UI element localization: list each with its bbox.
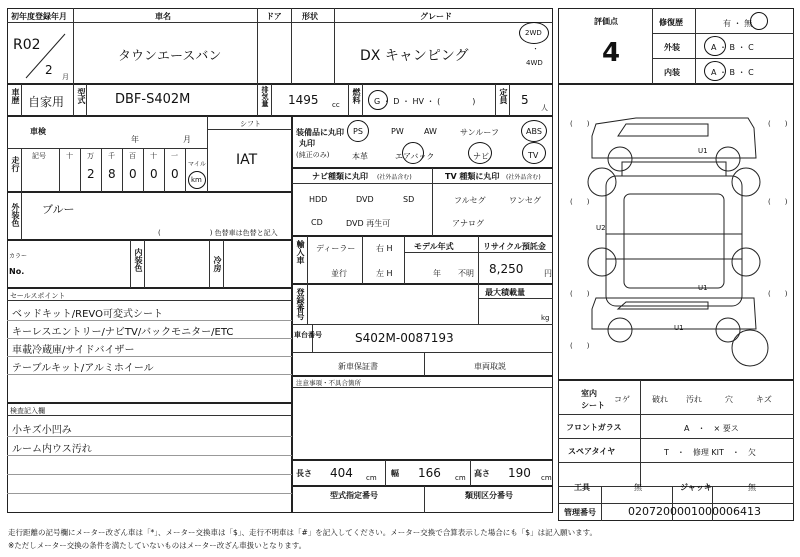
import-dealer: ディーラー <box>316 244 356 253</box>
digit-5: 0 <box>171 167 179 181</box>
equipment-label: 装備品に丸印 <box>296 128 344 137</box>
color-no-box <box>7 240 292 288</box>
width-value: 166 <box>418 466 441 480</box>
bracket-7: ( ) <box>570 342 590 350</box>
width-unit: cm <box>455 474 466 482</box>
exterior-options: A ・ B ・ C <box>711 43 754 52</box>
room-item-4: キズ <box>756 395 772 404</box>
manage-value: 0207200001000006413 <box>628 505 761 518</box>
color-no-label-no: No. <box>9 267 25 276</box>
reg-month: 2 <box>45 63 53 77</box>
reg-number-label: 登録番号 <box>296 288 305 320</box>
chassis-label: 車台番号 <box>294 331 322 339</box>
length-unit: cm <box>366 474 377 482</box>
mile-label: マイル <box>188 161 206 168</box>
color-no-label: カラー <box>9 253 28 260</box>
notes-label: 注意事項・不具合箇所 <box>296 379 361 387</box>
equipment-mark: 丸印 <box>299 139 315 148</box>
bracket-6: ( ) <box>768 290 788 298</box>
room-item-3: 穴 <box>725 395 733 404</box>
use-label: 車歴 <box>11 88 20 104</box>
equip-sunroof: サンルーフ <box>460 128 499 137</box>
sales-point-3: 車載冷蔵庫/サイドバイザー <box>12 345 135 356</box>
jack-value: 無 <box>748 483 756 492</box>
max-load-label: 最大積載量 <box>485 288 525 297</box>
displacement-value: 1495 <box>288 93 319 107</box>
tools-value: 無 <box>634 483 642 492</box>
room-item-1: 破れ <box>652 395 668 404</box>
tv-fullseg: フルセグ <box>454 196 486 205</box>
navi-dvd-play: DVD 再生可 <box>346 219 391 228</box>
digit-label-1: 万 <box>87 152 94 160</box>
digit-1: 2 <box>87 167 95 181</box>
drive-4wd: 4WD <box>526 59 543 67</box>
navi-dvd: DVD <box>356 195 374 204</box>
import-right-h: 右 H <box>376 244 393 253</box>
digit-label-4: 十 <box>150 152 157 160</box>
reg-month-unit: 月 <box>62 73 69 81</box>
max-load-unit: kg <box>541 314 550 322</box>
equip-pw: PW <box>391 127 404 136</box>
model-value: DBF-S402M <box>115 92 191 107</box>
category-label: 類別区分番号 <box>465 491 513 500</box>
sales-point-4: テーブルキット/アルミホイール <box>12 363 154 374</box>
ac-label: 冷房 <box>213 256 222 272</box>
repair-label: 修復歴 <box>659 18 683 27</box>
tools-label: 工具 <box>574 483 590 492</box>
height-value: 190 <box>508 466 531 480</box>
door-label: ドア <box>266 12 282 21</box>
inspector-title: 検査記入欄 <box>10 407 45 415</box>
sales-point-1: ベッドキット/REVO可変式シート <box>12 309 163 320</box>
footer-line-1: 走行距離の記号欄にメーター改ざん車は「*」、メーター交換車は「$」、走行不明車は「#」を記入してください。メーター交換で合算表示した場合にも「$」は記入願います。 <box>8 528 597 537</box>
color-label: 外装色 <box>11 203 20 227</box>
bracket-5: ( ) <box>570 290 590 298</box>
chassis-value: S402M-0087193 <box>355 331 454 345</box>
mileage-label: 走行 <box>11 156 20 172</box>
bracket-1: ( ) <box>570 120 590 128</box>
navi-cd: CD <box>311 218 323 227</box>
equip-aw: AW <box>424 127 437 136</box>
bracket-4: ( ) <box>768 198 788 206</box>
shift-label: シフト <box>240 120 261 128</box>
room-item-2: 汚れ <box>686 395 702 404</box>
digit-2: 8 <box>108 167 116 181</box>
recycle-label: リサイクル預託金 <box>483 242 546 251</box>
capacity-unit: 人 <box>541 104 548 112</box>
reg-era: R02 <box>13 37 41 53</box>
length-value: 404 <box>330 466 353 480</box>
digit-label-2: 千 <box>108 152 115 160</box>
room-label-seat: シート <box>581 401 605 410</box>
interior-color-label: 内装色 <box>134 248 143 272</box>
recycle-value: 8,250 <box>489 262 524 276</box>
bracket-3: ( ) <box>570 198 590 206</box>
notes-box <box>292 376 553 460</box>
navi-sd: SD <box>403 195 415 204</box>
repair-options: 有 ・ 無 <box>723 19 753 28</box>
digit-4: 0 <box>150 167 158 181</box>
shift-value: IAT <box>236 152 258 168</box>
exterior-label: 外装 <box>664 43 680 52</box>
drive-dot: ・ <box>532 45 539 53</box>
glass-items: A ・ × 要ス <box>684 424 739 433</box>
diagram-label-u1-bottom: U1 <box>674 324 684 332</box>
tv-analog: アナログ <box>452 219 484 228</box>
shaken-label: 車検 <box>30 127 46 136</box>
repair-selected-circle <box>750 12 768 30</box>
digit-label-0: 十 <box>66 152 73 160</box>
model-year-label: モデル年式 <box>414 242 454 251</box>
spare-items: T ・ 修理 KIT ・ 欠 <box>664 448 756 457</box>
shaken-month-unit: 月 <box>183 135 191 144</box>
car-name-label: 車名 <box>155 12 171 21</box>
diagram-label-u1-mid: U1 <box>698 284 708 292</box>
fuel-options: G ・ D ・ HV ・ ( ) <box>374 97 476 106</box>
inspector-line-1: 小キズ小凹み <box>12 425 72 436</box>
import-label: 輸入車 <box>296 240 305 264</box>
use-value: 自家用 <box>28 95 65 109</box>
model-year-unknown: 不明 <box>458 269 474 278</box>
digit-3: 0 <box>129 167 137 181</box>
grade-label: グレード <box>420 12 452 21</box>
interior-options: A ・ B ・ C <box>711 68 754 77</box>
navi-hdd: HDD <box>309 195 328 204</box>
car-name-value: タウンエースバン <box>118 49 222 64</box>
car-diagram <box>558 84 794 380</box>
color-change-note: ( ) 色替車は色替と記入 <box>158 229 278 237</box>
displacement-unit: cc <box>332 101 340 109</box>
capacity-label: 定員 <box>499 88 508 104</box>
inspector-box <box>7 403 292 513</box>
sales-points-title: セールスポイント <box>10 292 66 300</box>
equip-ps: PS <box>353 127 363 136</box>
recycle-unit: 円 <box>544 269 552 278</box>
displacement-label: 排気量 <box>261 86 269 107</box>
score-value: 4 <box>602 38 621 68</box>
length-label: 長さ <box>296 469 312 478</box>
navi-title: ナビ種類に丸印 <box>312 172 368 181</box>
kigo-label: 記号 <box>32 152 46 160</box>
equip-navi: ナビ <box>473 152 489 161</box>
navi-title-sub: (社外品含む) <box>377 174 412 181</box>
shaken-year-unit: 年 <box>131 135 139 144</box>
equip-airbag: エアバック <box>395 152 435 161</box>
tv-title-sub: (社外品含む) <box>506 174 541 181</box>
capacity-value: 5 <box>521 93 529 107</box>
fuel-label: 燃料 <box>352 88 361 104</box>
bracket-2: ( ) <box>768 120 788 128</box>
room-label: 室内 <box>581 389 597 398</box>
equip-tv: TV <box>528 151 539 160</box>
import-parallel: 並行 <box>331 269 347 278</box>
tv-oneseg: ワンセグ <box>509 196 541 205</box>
interior-label: 内装 <box>664 68 680 77</box>
diagram-label-u1-top: U1 <box>698 147 708 155</box>
digit-label-3: 百 <box>129 152 136 160</box>
first-reg-label: 初年度登録年月 <box>11 12 67 21</box>
import-left-h: 左 H <box>376 269 393 278</box>
drive-2wd: 2WD <box>525 29 542 37</box>
room-item-0: コゲ <box>614 395 630 404</box>
model-label: 型式 <box>77 88 86 104</box>
jack-label: ジャッキ <box>680 483 712 492</box>
diagram-label-u2: U2 <box>596 224 606 232</box>
manual-label: 車両取説 <box>474 362 506 371</box>
digit-label-5: 一 <box>171 152 178 160</box>
inspector-line-2: ルーム内ウス汚れ <box>12 444 92 455</box>
height-label: 高さ <box>474 469 490 478</box>
tv-title: TV 種類に丸印 <box>445 172 500 181</box>
model-year-unit: 年 <box>433 269 441 278</box>
color-value: ブルー <box>42 203 75 216</box>
height-unit: cm <box>541 474 552 482</box>
grade-value: DX キャンピング <box>360 48 469 64</box>
width-label: 幅 <box>391 469 399 478</box>
type-label: 型式指定番号 <box>330 491 378 500</box>
equip-abs: ABS <box>526 127 542 136</box>
equipment-sub: (純正のみ) <box>296 151 330 159</box>
footer-line-2: ※ただしメーター交換の条件を満たしていないものはメーター改ざん車扱いとなります。 <box>8 541 307 550</box>
spare-label: スペアタイヤ <box>568 447 616 456</box>
equip-leather: 本革 <box>352 152 368 161</box>
glass-label: フロントガラス <box>566 423 622 432</box>
km-label: km <box>191 176 202 184</box>
warranty-label: 新車保証書 <box>338 362 378 371</box>
score-label: 評価点 <box>594 17 618 26</box>
manage-label: 管理番号 <box>564 508 596 517</box>
shape-label: 形状 <box>302 12 318 21</box>
sales-point-2: キーレスエントリー/ナビTV/バックモニター/ETC <box>12 327 234 338</box>
